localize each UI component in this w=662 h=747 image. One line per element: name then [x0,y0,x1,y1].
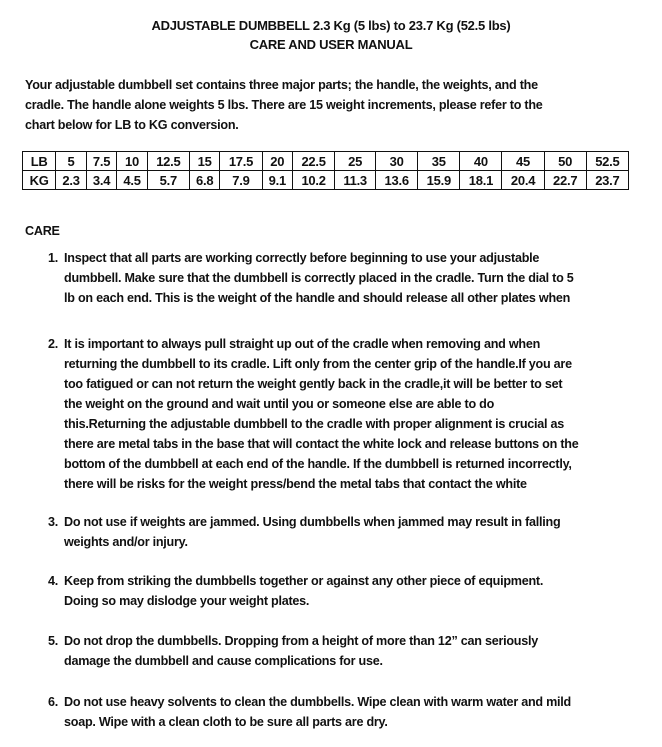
table-cell: 4.5 [117,171,148,190]
table-cell: 15.9 [418,171,460,190]
list-item [64,334,578,494]
care-heading: CARE [25,224,60,238]
table-cell: 50 [544,152,586,171]
list-item-line: Do not use if weights are jammed. Using dumbbells when jammed may result in falling [64,515,561,529]
list-item-line: bottom of the dumbbell at each end of the handle. If the dumbbell is returned incorrectly, [64,457,572,471]
row-header-cell: KG [23,171,56,190]
document-subtitle: CARE AND USER MANUAL [249,37,413,52]
document-title: ADJUSTABLE DUMBBELL 2.3 Kg (5 lbs) to 23.7 Kg (52.5 lbs) [151,18,511,33]
table-cell: 52.5 [586,152,628,171]
table-cell: 40 [460,152,502,171]
table-cell: 17.5 [220,152,262,171]
list-item-line: too fatigued or can not return the weight gently back in the cradle,it will be better to set [64,377,563,391]
list-number: 6. [48,695,59,709]
list-item-line: weights and/or injury. [64,535,188,549]
table-cell: 20 [262,152,293,171]
list-item [64,692,571,732]
list-item-line: Do not drop the dumbbells. Dropping from a height of more than 12” can seriously [64,634,538,648]
table-cell: 5 [56,152,87,171]
intro-line: cradle. The handle alone weights 5 lbs. There are 15 weight increments, please refer to the [25,98,543,112]
list-item-line: dumbbell. Make sure that the dumbbell is correctly placed in the cradle. Turn the dial to 5 [64,271,574,285]
table-row [23,171,629,190]
list-item-line: Keep from striking the dumbbells together or against any other piece of equipment. [64,574,544,588]
list-item-line: It is important to always pull straight up out of the cradle when removing and when [64,337,541,351]
table-cell: 9.1 [262,171,293,190]
list-item-line: Inspect that all parts are working correctly before beginning to use your adjustable [64,251,540,265]
table-cell: 10.2 [293,171,335,190]
row-header-cell: LB [23,152,56,171]
table-cell: 7.9 [220,171,262,190]
table-cell: 35 [418,152,460,171]
table-cell: 2.3 [56,171,87,190]
list-number: 4. [48,574,59,588]
table-cell: 45 [502,152,544,171]
list-item-line: soap. Wipe with a clean cloth to be sure all parts are dry. [64,715,388,729]
table-cell: 3.4 [86,171,117,190]
table-cell: 30 [376,152,418,171]
table-cell: 6.8 [189,171,220,190]
list-item-line: returning the dumbbell to its cradle. Lift only from the center grip of the handle.If you are [64,357,572,371]
list-item-line: there will be risks for the weight press/bend the metal tabs that contact the white [64,477,527,491]
list-item-line: this.Returning the adjustable dumbbell to the cradle with proper alignment is crucial as [64,417,565,431]
table-cell: 15 [189,152,220,171]
table-cell: 10 [117,152,148,171]
table-cell: 22.7 [544,171,586,190]
list-item [64,512,560,552]
table-row [23,152,629,171]
table-cell: 20.4 [502,171,544,190]
list-item-line: damage the dumbbell and cause complications for use. [64,654,383,668]
table-cell: 12.5 [147,152,189,171]
list-number: 3. [48,515,59,529]
list-number: 1. [48,251,59,265]
list-number: 5. [48,634,59,648]
table-cell: 11.3 [335,171,376,190]
list-item-line: there are metal tabs in the base that will contact the white lock and release buttons on the [64,437,579,451]
table-cell: 23.7 [586,171,628,190]
table-cell: 18.1 [460,171,502,190]
table-cell: 5.7 [147,171,189,190]
list-number: 2. [48,337,59,351]
list-item [64,571,543,611]
list-item-line: lb on each end. This is the weight of the handle and should release all other plates when [64,291,571,305]
list-item-line: the weight on the ground and wait until you or someone else are able to do [64,397,495,411]
table-cell: 13.6 [376,171,418,190]
table-cell: 25 [335,152,376,171]
list-item-line: Do not use heavy solvents to clean the dumbbells. Wipe clean with warm water and mild [64,695,571,709]
intro-line: Your adjustable dumbbell set contains three major parts; the handle, the weights, and the [25,78,538,92]
list-item [64,248,574,308]
table-cell: 7.5 [86,152,117,171]
table-cell: 22.5 [293,152,335,171]
list-item [64,631,538,671]
lb-kg-conversion-table [22,151,629,190]
list-item-line: Doing so may dislodge your weight plates. [64,594,310,608]
intro-line: chart below for LB to KG conversion. [25,118,239,132]
